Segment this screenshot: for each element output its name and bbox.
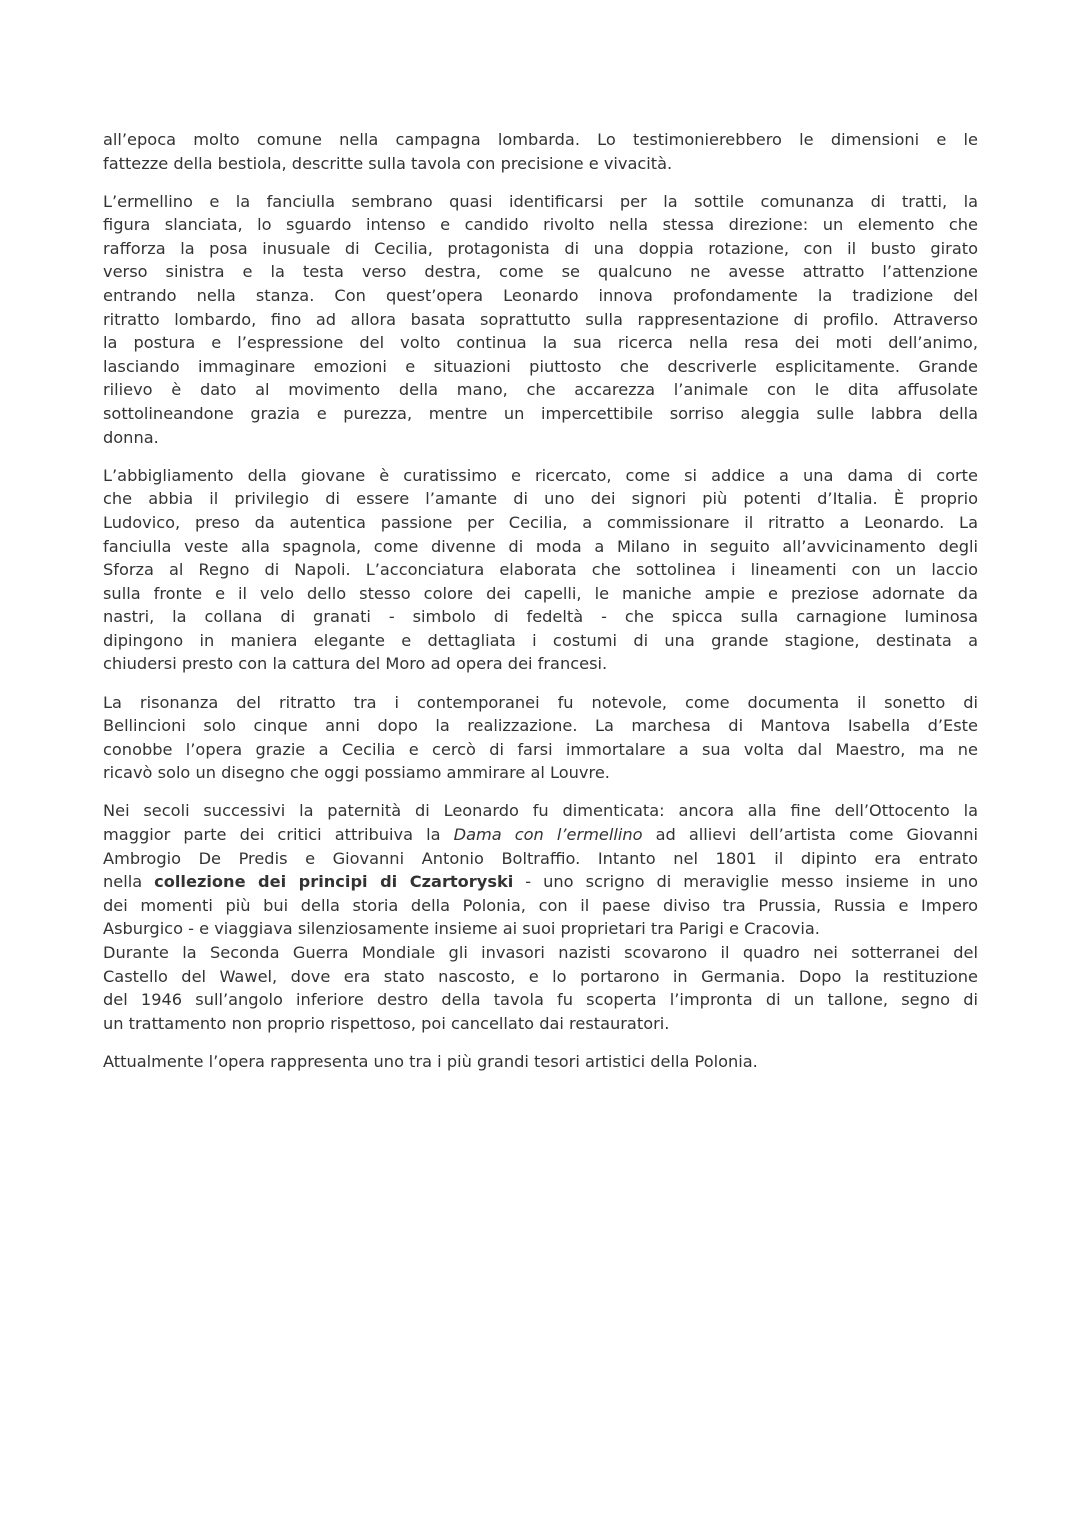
text-segment: figura slanciata, lo sguardo intenso e candido rivolto nella stessa direzione: un elemento che [103, 215, 978, 235]
text-segment: - uno scrigno di meraviglie messo insieme in uno [513, 872, 978, 892]
text-line [103, 965, 978, 989]
text-segment: ad allievi dell’artista come Giovanni [642, 825, 978, 845]
text-segment: dipingono in maniera elegante e dettagliata i costumi di una grande stagione, destinata a [103, 630, 978, 650]
text-line [103, 941, 978, 965]
text-segment: ricavò solo un disegno che oggi possiamo ammirare al Louvre. [103, 763, 610, 783]
text-line [103, 847, 978, 871]
bold-text: collezione dei principi di Czartoryski [154, 872, 514, 892]
text-segment: Sforza al Regno di Napoli. L’acconciatura elaborata che sottolinea i lineamenti con un laccio [103, 560, 978, 580]
text-line [103, 152, 978, 176]
text-line [103, 308, 978, 332]
text-segment: sulla fronte e il velo dello stesso colore dei capelli, le maniche ampie e preziose adornate da [103, 583, 978, 603]
text-segment: ritratto lombardo, fino ad allora basata soprattutto sulla rappresentazione di profilo. Attraverso [103, 309, 978, 329]
text-segment: nastri, la collana di granati - simbolo di fedeltà - che spicca sulla carnagione luminosa [103, 607, 978, 627]
text-line [103, 402, 978, 426]
text-line [103, 894, 978, 918]
text-segment: Ambrogio De Predis e Giovanni Antonio Boltraffio. Intanto nel 1801 il dipinto era entrato [103, 848, 978, 868]
text-segment: Asburgico - e viaggiava silenziosamente insieme ai suoi proprietari tra Parigi e Cracovia. [103, 919, 820, 939]
text-line [103, 190, 978, 214]
text-segment: conobbe l’opera grazie a Cecilia e cercò di farsi immortalare a sua volta dal Maestro, ma ne [103, 739, 978, 759]
text-line [103, 355, 978, 379]
text-line [103, 629, 978, 653]
text-line [103, 378, 978, 402]
text-line [103, 558, 978, 582]
text-line [103, 605, 978, 629]
text-line [103, 237, 978, 261]
text-segment: sottolineandone grazia e purezza, mentre un impercettibile sorriso aleggia sulle labbra della [103, 404, 978, 424]
text-segment: Nei secoli successivi la paternità di Leonardo fu dimenticata: ancora alla fine dell’Ottocento la [103, 801, 978, 821]
text-line [103, 331, 978, 355]
text-line [103, 799, 978, 823]
text-line [103, 870, 978, 894]
text-line [103, 464, 978, 488]
text-segment: fanciulla veste alla spagnola, come divenne di moda a Milano in seguito all’avvicinamento degli [103, 536, 978, 556]
text-line [103, 1050, 978, 1074]
text-line [103, 738, 978, 762]
text-segment: che abbia il privilegio di essere l’amante di uno dei signori più potenti d’Italia. È proprio [103, 489, 978, 509]
text-segment: entrando nella stanza. Con quest’opera Leonardo innova profondamente la tradizione del [103, 286, 978, 306]
text-line [103, 213, 978, 237]
text-line [103, 988, 978, 1012]
text-segment: la postura e l’espressione del volto continua la sua ricerca nella resa dei moti dell’animo, [103, 333, 978, 353]
text-segment: fattezze della bestiola, descritte sulla tavola con precisione e vivacità. [103, 153, 673, 173]
text-segment: lasciando immaginare emozioni e situazioni piuttosto che descriverle esplicitamente. Grande [103, 356, 978, 376]
text-line [103, 714, 978, 738]
text-segment: rafforza la posa inusuale di Cecilia, protagonista di una doppia rotazione, con il busto girato [103, 238, 978, 258]
text-segment: rilievo è dato al movimento della mano, che accarezza l’animale con le dita affusolate [103, 380, 978, 400]
text-line [103, 917, 978, 941]
text-line [103, 260, 978, 284]
text-line [103, 511, 978, 535]
text-segment: un trattamento non proprio rispettoso, poi cancellato dai restauratori. [103, 1013, 670, 1033]
paragraph [103, 464, 978, 676]
text-segment: Castello del Wawel, dove era stato nascosto, e lo portarono in Germania. Dopo la restituzione [103, 966, 978, 986]
text-segment: Bellincioni solo cinque anni dopo la realizzazione. La marchesa di Mantova Isabella d’Este [103, 716, 978, 736]
text-segment: verso sinistra e la testa verso destra, come se qualcuno ne avesse attratto l’attenzione [103, 262, 978, 282]
text-segment: all’epoca molto comune nella campagna lombarda. Lo testimonierebbero le dimensioni e le [103, 130, 978, 149]
text-segment: del 1946 sull’angolo inferiore destro della tavola fu scoperta l’impronta di un tallone, segno di [103, 990, 978, 1010]
text-line [103, 582, 978, 606]
text-segment: dei momenti più bui della storia della Polonia, con il paese diviso tra Prussia, Russia e Impero [103, 895, 978, 915]
text-line [103, 426, 978, 450]
text-segment: L’ermellino e la fanciulla sembrano quasi identificarsi per la sottile comunanza di tratti, la [103, 191, 978, 211]
paragraph [103, 190, 978, 450]
text-line [103, 284, 978, 308]
text-segment: L’abbigliamento della giovane è curatissimo e ricercato, come si addice a una dama di corte [103, 465, 978, 485]
text-segment: Attualmente l’opera rappresenta uno tra i più grandi tesori artistici della Polonia. [103, 1051, 758, 1071]
italic-title: Dama con l’ermellino [453, 825, 643, 845]
text-segment: maggior parte dei critici attribuiva la [103, 825, 454, 845]
text-segment: Ludovico, preso da autentica passione per Cecilia, a commissionare il ritratto a Leonardo. La [103, 512, 978, 532]
text-segment: donna. [103, 427, 159, 447]
text-segment: Durante la Seconda Guerra Mondiale gli invasori nazisti scovarono il quadro nei sotterranei del [103, 943, 978, 962]
text-segment: chiudersi presto con la cattura del Moro ad opera dei francesi. [103, 654, 608, 674]
text-line [103, 761, 978, 785]
paragraph [103, 799, 978, 1035]
text-segment: La risonanza del ritratto tra i contemporanei fu notevole, come documenta il sonetto di [103, 692, 978, 712]
paragraph [103, 1050, 978, 1074]
text-line [103, 691, 978, 715]
document-body [103, 128, 978, 1088]
paragraph [103, 691, 978, 785]
text-line [103, 823, 978, 847]
text-line [103, 535, 978, 559]
text-line [103, 1012, 978, 1036]
paragraph [103, 128, 978, 175]
text-line [103, 128, 978, 152]
text-line [103, 652, 978, 676]
text-line [103, 487, 978, 511]
text-segment: nella [103, 872, 155, 892]
